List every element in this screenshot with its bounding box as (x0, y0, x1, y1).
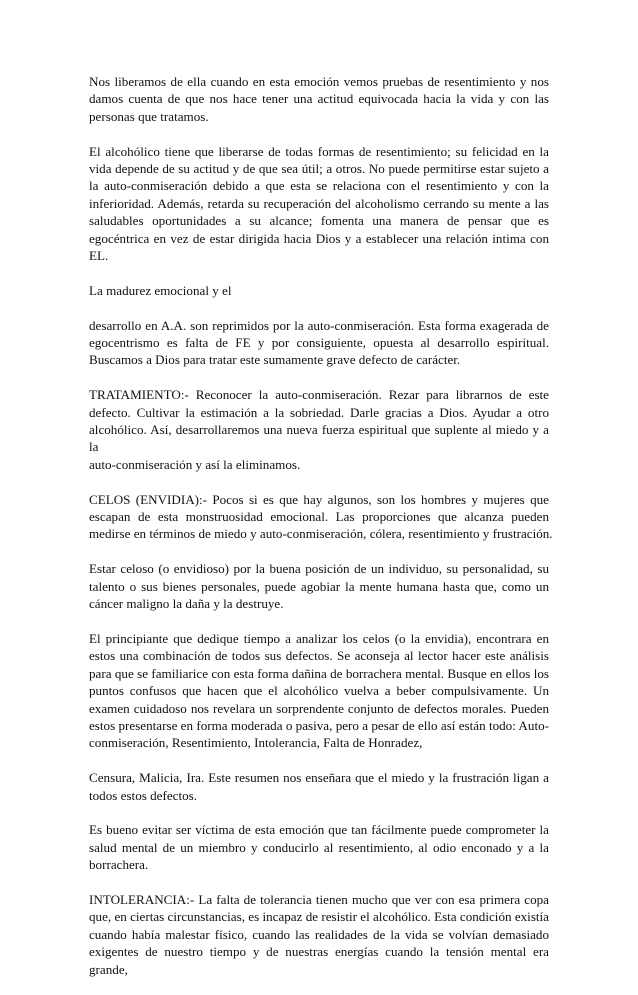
text-line: puntos confusos que hacen que el alcohólico vuelva a beber compulsivamente. Un (89, 683, 549, 699)
text-line: saludables oportunidades a su alcance; fomenta una manera de pensar que es (89, 213, 549, 229)
text-line: TRATAMIENTO:- Reconocer la auto-conmiseración. Rezar para librarnos de este (89, 387, 549, 403)
text-line: INTOLERANCIA:- La falta de tolerancia tienen mucho que ver con esa primera copa (89, 891, 549, 907)
text-line: estos presentarse en forma moderada o pasiva, pero a pesar de ello así están todo: Auto- (89, 717, 549, 733)
paragraph (89, 143, 549, 265)
text-line: auto-conmiseración y así la eliminamos. (89, 456, 301, 472)
text-line: defecto. Cultivar la estimación a la sobriedad. Darle gracias a Dios. Ayudar a otro (89, 404, 549, 420)
text-line: Es bueno evitar ser víctima de esta emoción que tan fácilmente puede comprometer la (89, 822, 549, 838)
paragraph (89, 821, 549, 873)
paragraph (89, 769, 549, 804)
text-line: medirse en términos de miedo y auto-conmiseración, cólera, resentimiento y frustración. (89, 526, 553, 542)
text-line: conmiseración, Resentimiento, Intolerancia, Falta de Honradez, (89, 735, 423, 751)
text-line: que, en ciertas circunstancias, es incapaz de resistir el alcohólico. Esta condición existía (89, 909, 549, 925)
text-line: alcohólico. Así, desarrollaremos una nueva fuerza espiritual que suplente al miedo y a la (89, 422, 549, 455)
text-line: La madurez emocional y el (89, 282, 232, 298)
text-line: escapan de esta monstruosidad emocional. Las proporciones que alcanza pueden (89, 509, 549, 525)
text-line: El alcohólico tiene que liberarse de todas formas de resentimiento; su felicidad en la (89, 143, 549, 159)
paragraph (89, 891, 549, 978)
text-line: CELOS (ENVIDIA):- Pocos si es que hay algunos, son los hombres y mujeres que (89, 491, 549, 507)
text-line: Censura, Malicia, Ira. Este resumen nos enseñara que el miedo y la frustración ligan a (89, 770, 549, 786)
paragraph (89, 630, 549, 752)
document-body (89, 73, 553, 995)
text-line: desarrollo en A.A. son reprimidos por la auto-conmiseración. Esta forma exagerada de (89, 317, 549, 333)
text-line: la auto-conmiseración debido a que esta se relaciona con el resentimiento y con la (89, 178, 549, 194)
text-line: talento o sus bienes personales, puede agobiar la mente humana hasta que, como un (89, 578, 549, 594)
paragraph (89, 491, 553, 543)
text-line: cáncer maligno la daña y la destruye. (89, 596, 284, 612)
text-line: inferioridad. Además, retarda su recuperación del alcoholismo cerrando su mente a las (89, 195, 549, 211)
text-line: estos una combinación de todos sus defectos. Se aconseja al lector hacer este análisis (89, 648, 549, 664)
text-line: El principiante que dedique tiempo a analizar los celos (o la envidia), encontrara en (89, 630, 549, 646)
text-line: para que se familiarice con esta forma dañina de borrachera mental. Busque en ellos los (89, 665, 549, 681)
paragraph (89, 317, 549, 369)
text-line: egocentrismo es falta de FE y por consiguiente, opuesta al desarrollo espiritual. (89, 335, 549, 351)
text-line: borrachera. (89, 857, 149, 873)
paragraph (89, 282, 549, 299)
text-line: vida depende de su actitud y de que sea útil; a otros. No puede permitirse estar sujeto a (89, 161, 549, 177)
text-line: examen cuidadoso nos revelara un sorprendente conjunto de defectos morales. Pueden (89, 700, 549, 716)
text-line: exigentes de nuestro tiempo y de nuestras energías cuando la tensión mental era grande, (89, 944, 549, 977)
text-line: Estar celoso (o envidioso) por la buena posición de un individuo, su personalidad, su (89, 561, 549, 577)
text-line: Buscamos a Dios para tratar este sumamente grave defecto de carácter. (89, 352, 461, 368)
text-line: cuando había malestar físico, cuando las realidades de la vida se volvían demasiado (89, 926, 549, 942)
text-line: EL. (89, 248, 109, 264)
text-line: personas que tratamos. (89, 108, 209, 124)
text-line: salud mental de un miembro y conducirlo al resentimiento, al odio enconado y a la (89, 839, 549, 855)
text-line: egocéntrica en vez de estar dirigida hacia Dios y a establecer una relación intima con (89, 230, 549, 246)
text-line: damos cuenta de que nos hace tener una actitud equivocada hacia la vida y con las (89, 91, 549, 107)
paragraph (89, 560, 549, 612)
text-line: todos estos defectos. (89, 787, 198, 803)
paragraph (89, 73, 549, 125)
text-line: Nos liberamos de ella cuando en esta emoción vemos pruebas de resentimiento y nos (89, 74, 549, 89)
paragraph (89, 386, 549, 473)
